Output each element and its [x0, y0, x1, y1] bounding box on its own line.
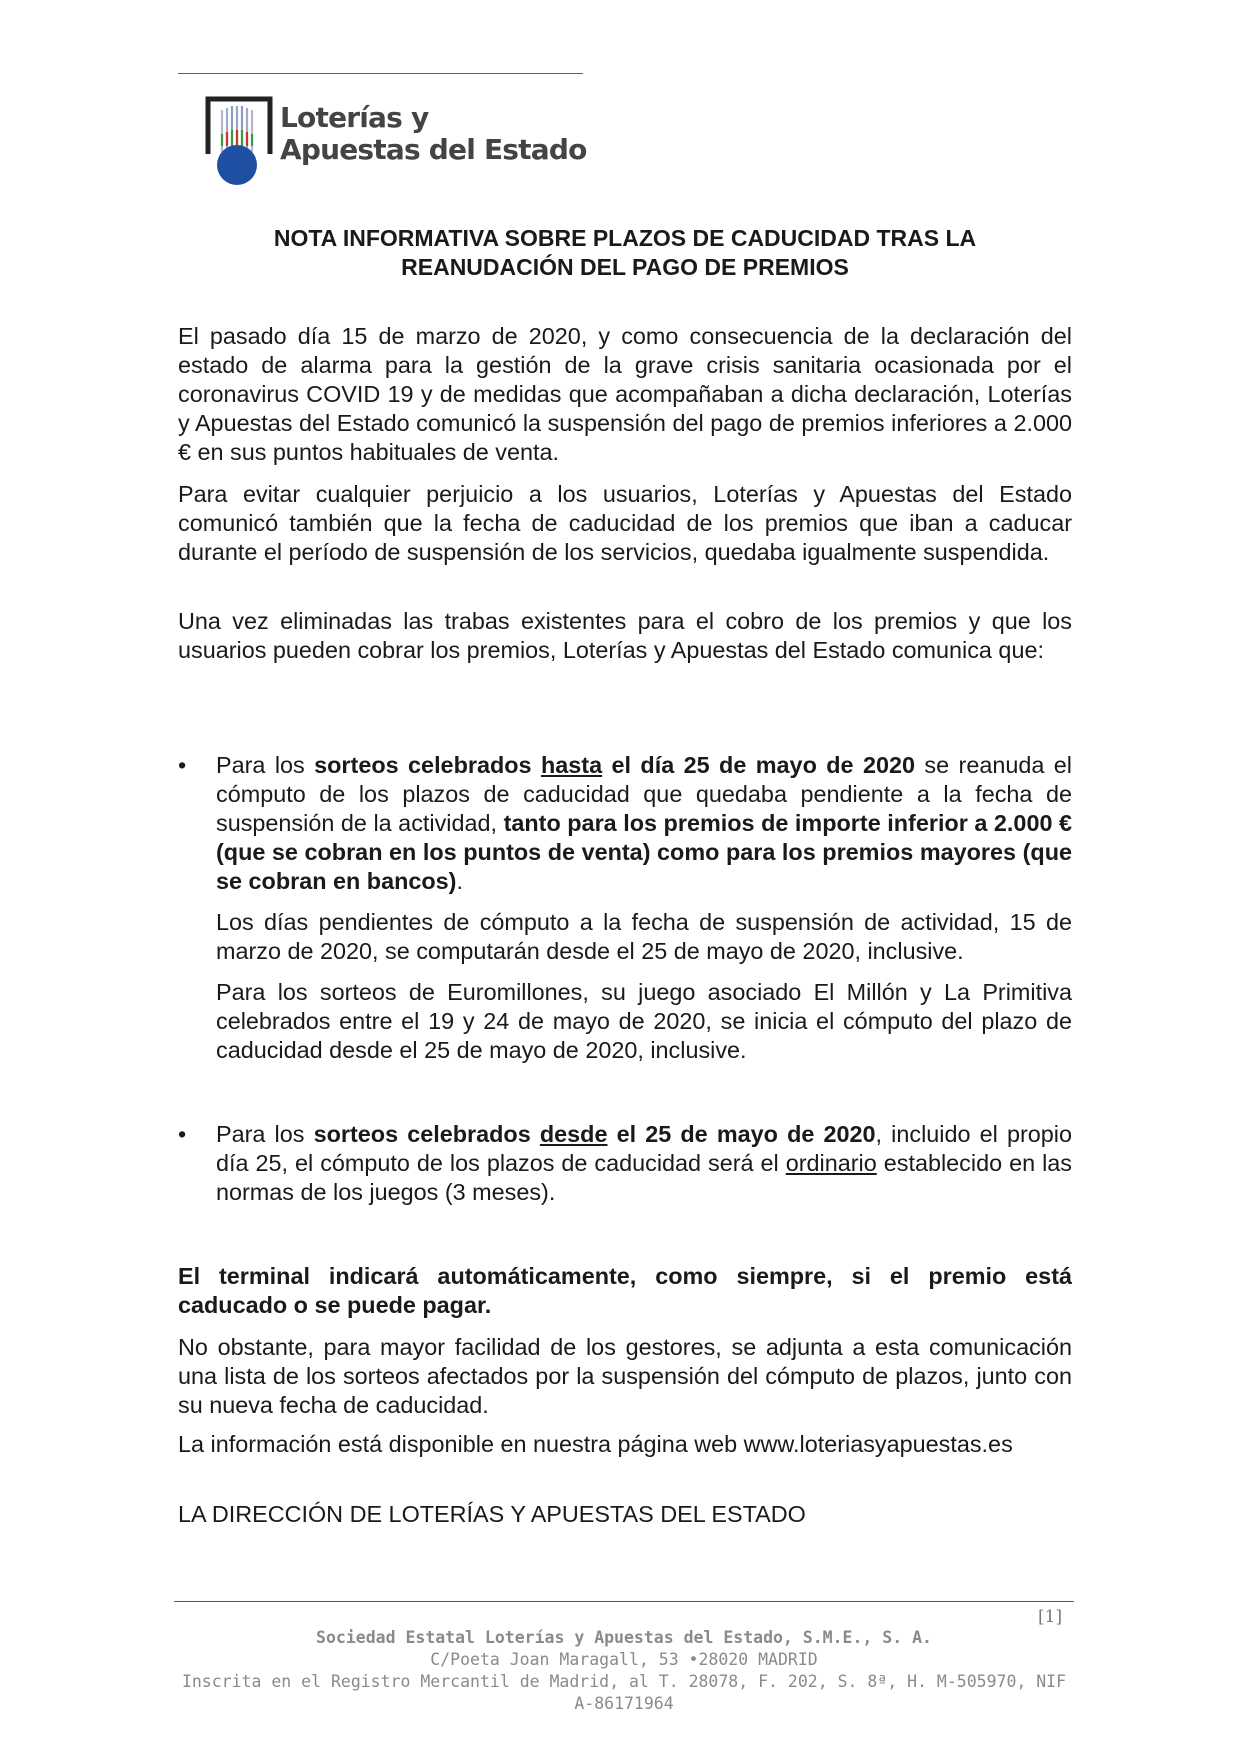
bullet-dot-icon: • [178, 1121, 187, 1147]
bullet-dot-icon: • [178, 752, 187, 778]
logo-emblem-icon [202, 96, 276, 192]
bullet-1-t5: se reanuda el cómputo de los plazos de caducidad que quedaba pendiente a la fecha de suspensión de la actividad, [216, 752, 1072, 836]
bullet-2-content [216, 1120, 1072, 1207]
logo-wordmark [280, 102, 587, 166]
title-line-1: NOTA INFORMATIVA SOBRE PLAZOS DE CADUCIDAD TRAS LA [273, 225, 977, 251]
bullet-1-sub-2: Para los sorteos de Euromillones, su juego asociado El Millón y La Primitiva celebrados entre el 19 y 24 de mayo de 2020, se inicia el cómputo del plazo de caducidad desde el 25 de mayo de 2020, inclusive. [216, 979, 1072, 1063]
paragraph-terminal-notice [178, 1262, 1072, 1320]
web-info-text: La información está disponible en nuestra página web www.loteriasyapuestas.es [178, 1431, 1013, 1457]
paragraph-3 [178, 607, 1072, 665]
attachment-note-text: No obstante, para mayor facilidad de los gestores, se adjunta a esta comunicación una lista de los sorteos afectados por la suspensión del cómputo de plazos, junto con su nueva fecha de caducidad. [178, 1334, 1072, 1418]
bullet-item-2 [178, 1120, 1072, 1219]
logo-line-2: Apuestas del Estado [280, 133, 587, 166]
signature: LA DIRECCIÓN DE LOTERÍAS Y APUESTAS DEL ESTADO [178, 1501, 806, 1527]
header-rule [178, 73, 583, 74]
bullet-1-t1: Para los [216, 752, 315, 778]
bullet-2-t7: establecido en las normas de los juegos (3 meses). [216, 1150, 1072, 1205]
bullet-1-t7: . [456, 868, 463, 894]
bullet-1-t3: hasta [540, 752, 603, 778]
bullet-1-t4: el día 25 de mayo de 2020 [602, 752, 916, 778]
page-number: [1] [1038, 1607, 1063, 1627]
bullet-2-t5: , incluido el propio día 25, el cómputo de los plazos de caducidad será el [216, 1121, 1072, 1176]
paragraph-web-info [178, 1430, 1072, 1459]
bullet-2-t6: ordinario [785, 1150, 877, 1176]
bullet-1-main [216, 751, 1072, 896]
bullet-2-t3: desde [539, 1121, 608, 1147]
footer-rule [174, 1601, 1074, 1602]
bullet-1-t2: sorteos celebrados [314, 752, 541, 778]
bullet-1-t6: tanto para los premios de importe inferior a 2.000 € (que se cobran en los puntos de venta) como para los premios mayores (que se cobran en bancos) [216, 810, 1073, 894]
paragraph-2 [178, 480, 1072, 567]
logo-line-1: Loterías y [280, 101, 429, 134]
paragraph-1 [178, 322, 1072, 467]
paragraph-1-text: El pasado día 15 de marzo de 2020, y como consecuencia de la declaración del estado de alarma para la gestión de la grave crisis sanitaria ocasionada por el coronavirus COVID 19 y de medidas que acompañaban a dicha declaración, Loterías y Apuestas del Estado comunicó la suspensión del pago de premios inferiores a 2.000 € en sus puntos habituales de venta. [178, 323, 1072, 465]
bullet-2-main [216, 1120, 1072, 1207]
paragraph-3-text: Una vez eliminadas las trabas existentes para el cobro de los premios y que los usuarios pueden cobrar los premios, Loterías y Apuestas del Estado comunica que: [178, 608, 1072, 663]
bullet-2-t4: el 25 de mayo de 2020 [607, 1121, 876, 1147]
footer [174, 1627, 1074, 1715]
footer-company: Sociedad Estatal Loterías y Apuestas del Estado, S.M.E., S. A. [316, 1628, 932, 1647]
company-logo [202, 96, 592, 196]
paragraph-attachment-note [178, 1333, 1072, 1420]
paragraph-2-text: Para evitar cualquier perjuicio a los usuarios, Loterías y Apuestas del Estado comunicó también que la fecha de caducidad de los premios que iban a caducar durante el período de suspensión de los servicios, quedaba igualmente suspendida. [178, 481, 1072, 565]
bullet-2-t1: Para los [216, 1121, 314, 1147]
bullet-1-content [216, 751, 1072, 1065]
bullet-item-1 [178, 751, 1072, 1077]
bullet-2-t2: sorteos celebrados [313, 1121, 540, 1147]
terminal-notice-text: El terminal indicará automáticamente, como siempre, si el premio está caducado o se puede pagar. [178, 1263, 1072, 1318]
title-line-2: REANUDACIÓN DEL PAGO DE PREMIOS [401, 254, 849, 280]
document-title [178, 224, 1072, 282]
footer-registry: Inscrita en el Registro Mercantil de Madrid, al T. 28078, F. 202, S. 8ª, H. M-505970, NIF A-86171964 [181, 1672, 1067, 1713]
footer-address: C/Poeta Joan Maragall, 53 •28020 MADRID [430, 1650, 818, 1669]
bullet-1-sub-1: Los días pendientes de cómputo a la fecha de suspensión de actividad, 15 de marzo de 2020, se computarán desde el 25 de mayo de 2020, inclusive. [216, 909, 1072, 964]
